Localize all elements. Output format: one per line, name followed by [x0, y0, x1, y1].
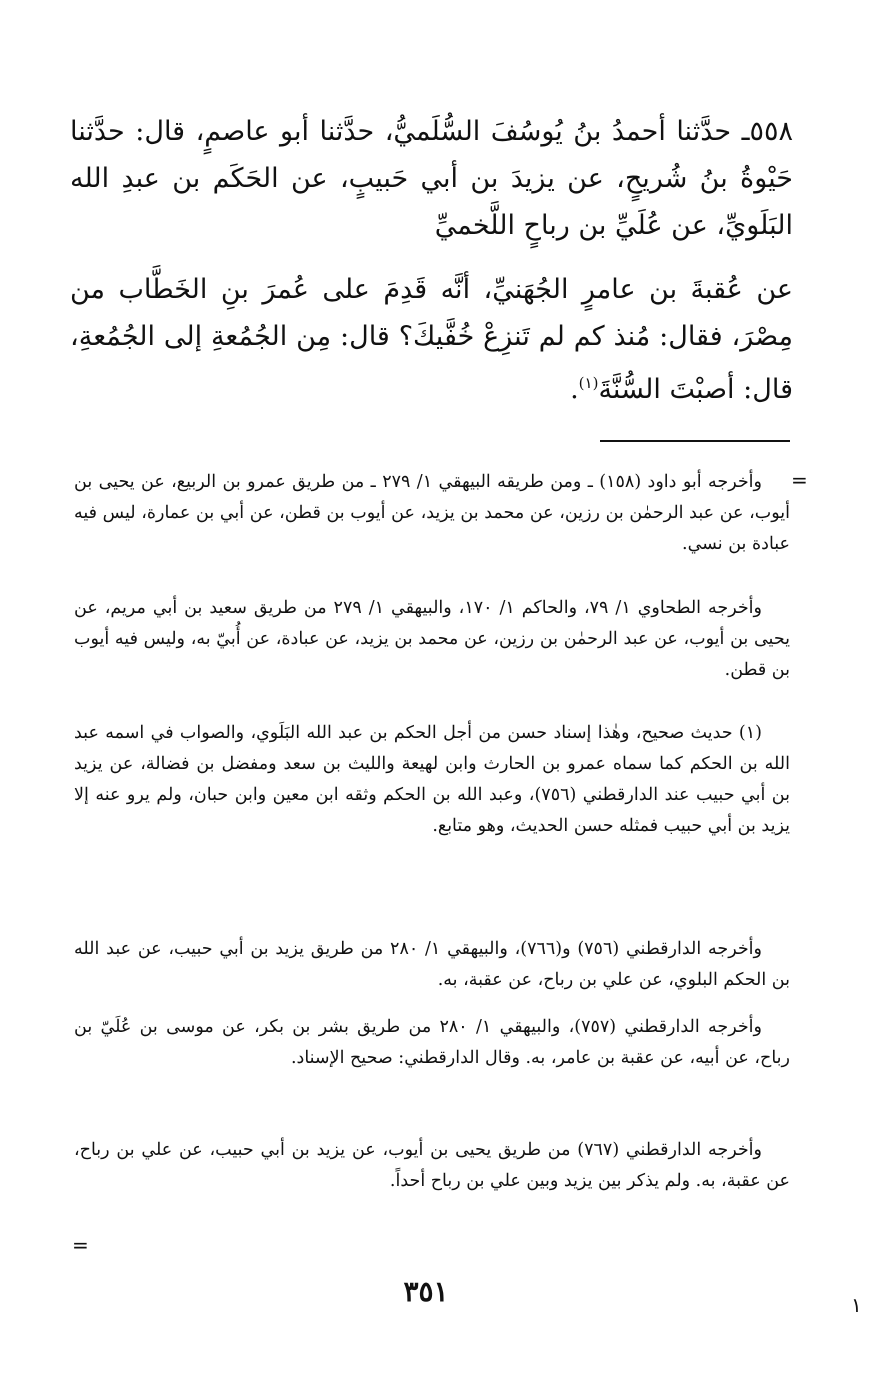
- footnote-marker: (١): [578, 374, 599, 392]
- hadith-isnad: [70, 108, 793, 249]
- footnote-paragraph: وأخرجه أبو داود (١٥٨) ـ ومن طريقه البيهقي ١/ ٢٧٩ ـ من طريق عمرو بن الربيع، عن يحيى بن أيوب، عن عبد الرحمٰن بن رزين، عن محمد بن يزيد، عن أيوب بن قطن، عن أبي بن عمارة، ليس فيه عبادة بن نسي.: [74, 472, 790, 554]
- hadith-matn: [70, 266, 793, 413]
- footnote-paragraph: وأخرجه الدارقطني (٧٦٧) من طريق يحيى بن أيوب، عن يزيد بن أبي حبيب، عن علي بن رباح، عن عقبة، به. ولم يذكر بين يزيد وبين علي بن رباح أحداً.: [74, 1140, 790, 1191]
- footnote-paragraph: (١) حديث صحيح، وهٰذا إسناد حسن من أجل الحكم بن عبد الله البَلَوي، والصواب في اسمه عبد الله بن الحكم كما سماه عمرو بن الحارث وابن لهيعة والليث بن سعد ومفضل بن فضالة، عن يزيد بن أبي حبيب عند الدارقطني (٧٥٦)، وعبد الله بن الحكم وثقه ابن معين وابن حبان، ولم يرو عنه إلا يزيد بن أبي حبيب فمثله حسن الحديث، وهو متابع.: [74, 723, 791, 836]
- footnote-separator: [600, 440, 790, 442]
- footnote-paragraph: وأخرجه الدارقطني (٧٥٧)، والبيهقي ١/ ٢٨٠ من طريق بشر بن بكر، عن موسى بن عُلَيّ بن رباح، عن أبيه، عن عقبة بن عامر، به. وقال الدارقطني: صحيح الإسناد.: [74, 1017, 790, 1068]
- page-number: ٣٥١: [403, 1275, 449, 1308]
- matn-text: عن عُقبةَ بن عامرٍ الجُهَنيِّ، أنَّه قَدِمَ على عُمرَ بنِ الخَطَّاب من مِصْرَ، فقال: مُنذ كم لم تَنزِعْ خُفَّيكَ؟ قال: مِن الجُمُعةِ إلى الجُمُعةِ، قال: أصبْتَ السُّنَّةَ: [70, 274, 793, 405]
- footnote-paragraph: وأخرجه الدارقطني (٧٥٦) و(٧٦٦)، والبيهقي ١/ ٢٨٠ من طريق يزيد بن أبي حبيب، عن عبد الله بن الحكم البلوي، عن علي بن رباح، عن عقبة، به.: [74, 939, 790, 990]
- footnote-paragraph: وأخرجه الطحاوي ١/ ٧٩، والحاكم ١/ ١٧٠، والبيهقي ١/ ٢٧٩ من طريق سعيد بن أبي مريم، عن يحيى بن أيوب، عن عبد الرحمٰن بن رزين، عن محمد بن يزيد، عن عبادة، عن أُبيّ به، وليس فيه أيوب بن قطن.: [74, 598, 790, 680]
- footnote-continuation-mark-top: =: [791, 468, 808, 492]
- isnad-text: ٥٥٨ـ حدَّثنا أحمدُ بنُ يُوسُفَ السُّلَميُّ، حدَّثنا أبو عاصمٍ، قال: حدَّثنا حَيْوةُ بنُ شُريحٍ، عن يزيدَ بن أبي حَبيبٍ، عن الحَكَم بن عبدِ الله البَلَويِّ، عن عُلَيِّ بن رباحٍ اللَّخميِّ: [70, 116, 793, 241]
- matn-end-mark: .: [570, 374, 579, 405]
- edge-mark: ١: [851, 1293, 862, 1317]
- footnote-continuation-mark-bottom: =: [72, 1233, 89, 1257]
